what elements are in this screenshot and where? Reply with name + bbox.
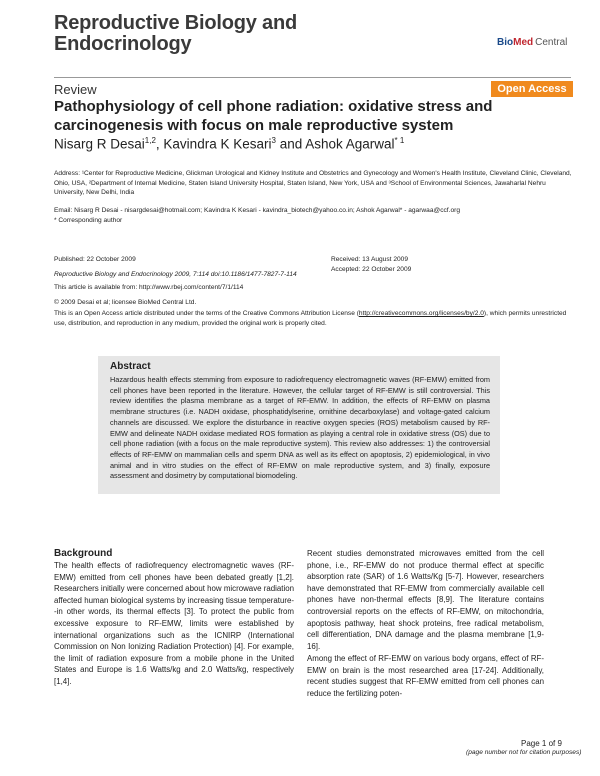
citation: Reproductive Biology and Endocrinology 2009, 7:114 doi:10.1186/1477-7827-7-114 [54,271,297,278]
license-link[interactable]: http://creativecommons.org/licenses/by/2.0 [358,310,484,317]
availability-url[interactable]: This article is available from: http://www.rbej.com/content/7/1/114 [54,284,244,291]
license-text [54,309,574,328]
email-block [54,206,574,225]
article-title-line2: carcinogenesis with focus on male reproductive system [54,117,454,134]
page-number-note: (page number not for citation purposes) [466,749,582,756]
author-list: Nisarg R Desai$^{1,2}$, Kavindra K Kesari$^3$ and Ashok Agarwal$^{* 1}$ [54,136,405,152]
page-number: Page 1 of 9 [521,739,562,748]
header-rule [54,77,571,78]
corresponding-note: * Corresponding author [54,216,123,224]
background-heading: Background [54,548,113,559]
abstract-box [98,356,500,494]
author-1: Nisarg R Desai [54,136,145,152]
author-1-affiliation: 1,2 [144,136,156,145]
author-emails[interactable]: Email: Nisarg R Desai - nisargdesai@hotmail.com; Kavindra K Kesari - kavindra_biotech@yahoo.co.in; Ashok Agarwal* - agarwaa@ccf.org [54,207,460,214]
article-title-line1: Pathophysiology of cell phone radiation: oxidative stress and [54,98,493,115]
logo-med: Med [513,37,534,48]
background-right-paragraph-2: Among the effect of RF-EMW on various body organs, effect of RF-EMW on brain is the most researched area [17-24]. Additionally, recent studies suggest that RF-EMW emitted from cell phones can reduce the fertilizing poten- [307,654,544,698]
abstract-heading: Abstract [110,361,151,372]
background-right-paragraph-1: Recent studies demonstrated microwaves emitted from the cell phone, i.e., RF-EMW do not produce thermal effect at specific absorption rate (SAR) of 1.6 Watts/Kg [5-7]. However, researchers have demonstrated that RF-EMW from commercially available cell phones have non-thermal effects [8,9]. The literature contains controversial reports on the effects of RF-EMW, on mitochondria, apoptosis pathway, heat shock proteins, free radical metabolism, cell differentiation, DNA damage and the plasma membrane [1,9-16]. [307,549,544,651]
received-accepted [331,255,411,274]
author-3: Ashok Agarwal [305,136,395,152]
logo-bio: Bio [497,37,514,48]
journal-title [54,13,297,55]
open-access-badge: Open Access [491,81,573,97]
published-date: Published: 22 October 2009 [54,256,136,263]
logo-central: Central [535,37,568,48]
license-text-a: This is an Open Access article distributed under the terms of the Creative Commons Attribution License ( [54,310,359,317]
received-date: Received: 13 August 2009 [331,256,408,263]
journal-title-line1: Reproductive Biology and [54,12,298,34]
article-type: Review [54,82,97,97]
license-text-b: ), which permits unrestricted use, distribution, and reproduction in any medium, provided the original work is properly cited. [54,310,567,327]
journal-title-line2: Endocrinology [54,33,192,55]
biomed-central-logo[interactable] [497,37,567,48]
author-2-affiliation: 3 [271,136,276,145]
accepted-date: Accepted: 22 October 2009 [331,265,412,273]
affiliation-address: Address: ¹Center for Reproductive Medicine, Glickman Urological and Kidney Institute and Obstetrics and Gynecology and Women's Health Institute, Cleveland Clinic, Cleveland, Ohio, USA, ²Department of Internal Medicine, Staten Island University Hospital, Staten Island, New York, USA and ³School of Environmental Sciences, Jawaharlal Nehru University, New Delhi, India [54,170,572,197]
article-title [54,97,574,135]
author-2: Kavindra K Kesari [163,136,272,152]
author-3-affiliation: * 1 [394,136,405,145]
copyright: © 2009 Desai et al; licensee BioMed Central Ltd. [54,299,197,306]
background-left-column: The health effects of radiofrequency electromagnetic waves (RF-EMW) emitted from cell phones have been debated greatly [1,2]. Researchers initially were concerned about how microwave radiation affected human biological systems by increasing tissue temperature--in other words, its thermal effects [3]. To protect the public from excessive exposure to RF-EMW, limits were established by international organizations such as the ICNIRP (International Commission on Non Ionizing Radiation Protection) [4]. For example, the limit of radiation exposure from a mobile phone in the United States and Europe is 1.6 Watts/kg and 2.0 Watts/kg, respectively [1,4]. [54,561,294,686]
abstract-text: Hazardous health effects stemming from exposure to radiofrequency electromagnetic waves (RF-EMW) emitted from cell phones have been reported in the literature. However, the cellular target of RF-EMW is still controversial. This review identifies the plasma membrane as a target of RF-EMW. In addition, the effects of RF-EMW on plasma membrane structures (i.e. NADH oxidase, phosphatidylserine, ornithine decarboxylase) and voltage-gated calcium channels are discussed. We explore the disturbance in reactive oxygen species (ROS) metabolism caused by RF-EMW and delineate NADH oxidase mediated ROS formation as playing a central role in oxidative stress (OS) due to cell phone radiation (with a focus on the male reproductive system). This review also addresses: 1) the controversial effects of RF-EMW on mammalian cells and sperm DNA as well as its effect on apoptosis, 2) epidemiological, in vivo animal and in vitro studies on the effect of RF-EMW on male reproductive system, and 3) finally, exposure assessment and dosimetry by computational biomodeling. [110,375,490,481]
